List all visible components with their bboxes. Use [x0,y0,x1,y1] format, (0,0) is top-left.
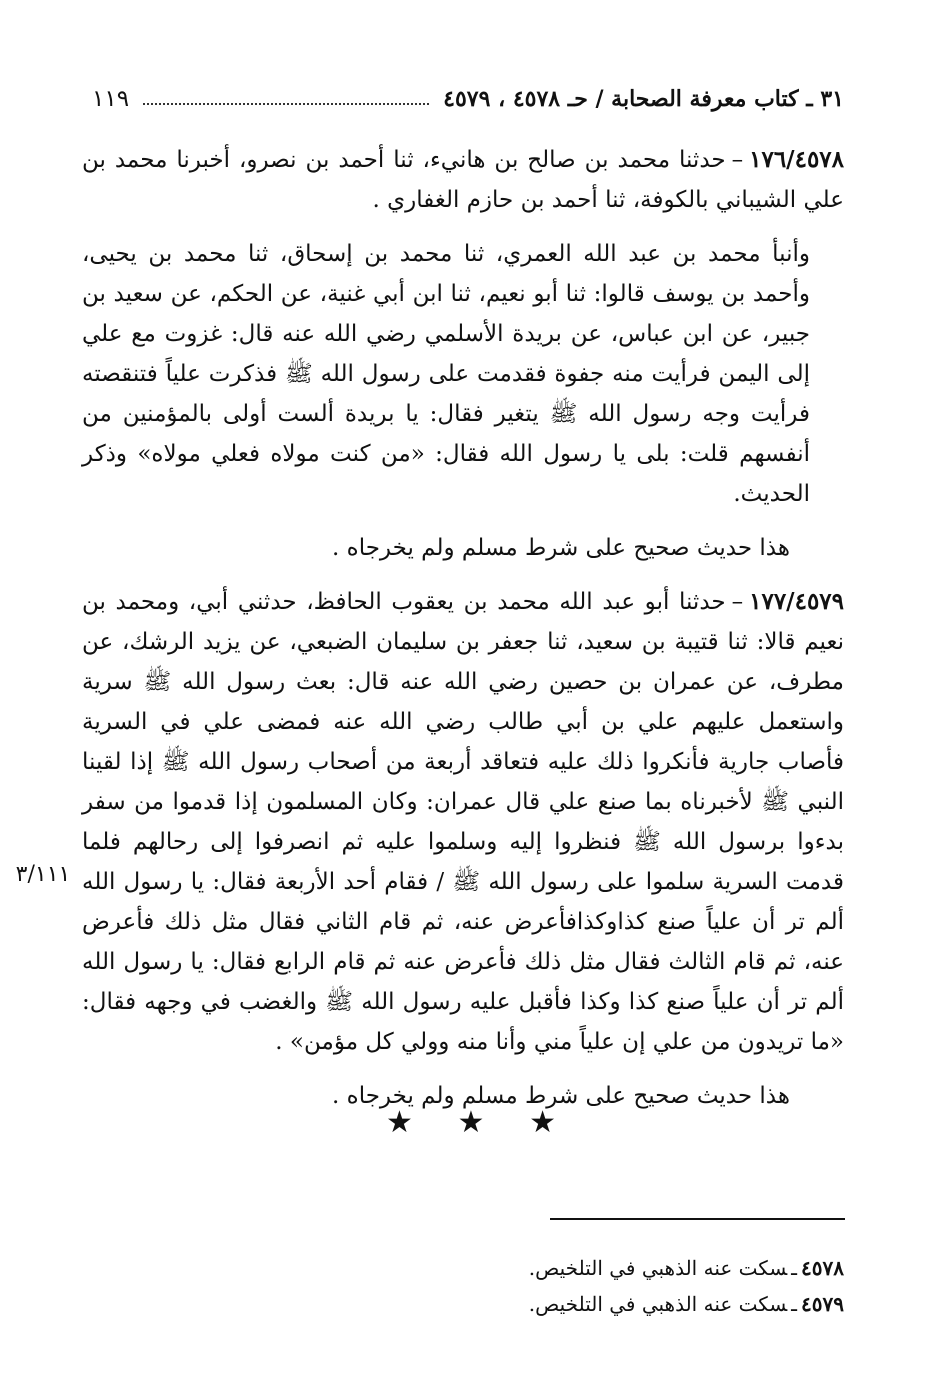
star-icon: ★ [529,1105,556,1140]
footnote-text: سكت عنه الذهبي في التلخيص. [528,1256,788,1280]
footnotes [82,1250,844,1322]
hadith-dash: – [731,147,744,173]
star-icon: ★ [386,1105,413,1140]
header-dot-leader [143,93,429,105]
footnote-dash: ـ [791,1292,798,1316]
footnote-dash: ـ [791,1256,798,1280]
footnote-number: ٤٥٧٨ [801,1256,844,1280]
page-number: ١١٩ [92,85,130,112]
hadith-number: ١٧٧/٤٥٧٩ [749,588,844,615]
footnote [82,1250,844,1286]
star-icon: ★ [457,1105,485,1140]
hadith-4579-paragraph [82,582,844,1062]
marginal-reference: ٣/١١١ [15,862,71,887]
hadith-4578-paragraph-2: وأنبأ محمد بن عبد الله العمري، ثنا محمد بن إسحاق، ثنا محمد بن يحيى، وأحمد بن يوسف قالوا: ثنا أبو نعيم، ثنا ابن أبي غنية، عن الحكم، عن سعيد بن جبير، عن ابن عباس، عن بريدة الأسلمي رضي الله عنه قال: غزوت مع علي إلى اليمن فرأيت منه جفوة فقدمت على رسول الله ﷺ فذكرت علياً فتنقصته فرأيت وجه رسول الله ﷺ يتغير فقال: يا بريدة ألست أولى بالمؤمنين من أنفسهم قلت: بلى يا رسول الله فقال: «من كنت مولاه فعلي مولاه» وذكر الحديث. [82,241,810,507]
main-text [82,140,844,1130]
hadith-text: حدثنا أبو عبد الله محمد بن يعقوب الحافظ، حدثني أبي، ومحمد بن نعيم قالا: ثنا قتيبة بن سعيد، ثنا جعفر بن سليمان الضبعي، عن يزيد الرشك، عن مطرف، عن عمران بن حصين رضي الله عنه قال: بعث رسول الله ﷺ سرية واستعمل عليهم علي بن أبي طالب رضي الله عنه فمضى علي في السرية فأصاب جارية فأنكروا ذلك عليه فتعاقد أربعة من أصحاب رسول الله ﷺ إذا لقينا النبي ﷺ لأخبرناه بما صنع علي قال عمران: وكان المسلمون إذا قدموا من سفر بدءوا برسول الله ﷺ فنظروا إليه وسلموا عليه ثم انصرفوا إلى رحالهم فلما قدمت السرية سلموا على رسول الله ﷺ / فقام أحد الأربعة فقال: يا رسول الله ألم تر أن علياً صنع كذاوكذافأعرض عنه، ثم قام الثاني فقال مثل ذلك فأعرض عنه، ثم قام الثالث فقال مثل ذلك فأعرض عنه ثم قام الرابع فقال: يا رسول الله ألم تر أن علياً صنع كذا وكذا فأقبل عليه رسول الله ﷺ والغضب في وجهه فقال: «ما تريدون من علي إن علياً مني وأنا منه وولي كل مؤمن» . [82,589,844,1055]
hadith-4578-paragraph-1 [82,140,844,220]
hadith-text: حدثنا محمد بن صالح بن هانيء، ثنا أحمد بن نصرو، أخبرنا محمد بن علي الشيباني بالكوفة، ثنا أحمد بن حازم الغفاري . [82,147,844,213]
section-separator [386,1105,556,1140]
hadith-4579-verdict: هذا حديث صحيح على شرط مسلم ولم يخرجاه . [332,1083,790,1109]
hadith-4578-verdict: هذا حديث صحيح على شرط مسلم ولم يخرجاه . [332,535,790,561]
footnote [82,1286,844,1322]
footnote-number: ٤٥٧٩ [801,1292,844,1316]
running-header [92,82,844,116]
hadith-number: ١٧٦/٤٥٧٨ [749,146,844,173]
header-title: ٣١ ـ كتاب معرفة الصحابة / حـ ٤٥٧٨ ، ٤٥٧٩ [443,86,844,112]
footnote-divider [550,1218,845,1220]
footnote-text: سكت عنه الذهبي في التلخيص. [528,1292,788,1316]
hadith-dash: – [731,589,744,615]
